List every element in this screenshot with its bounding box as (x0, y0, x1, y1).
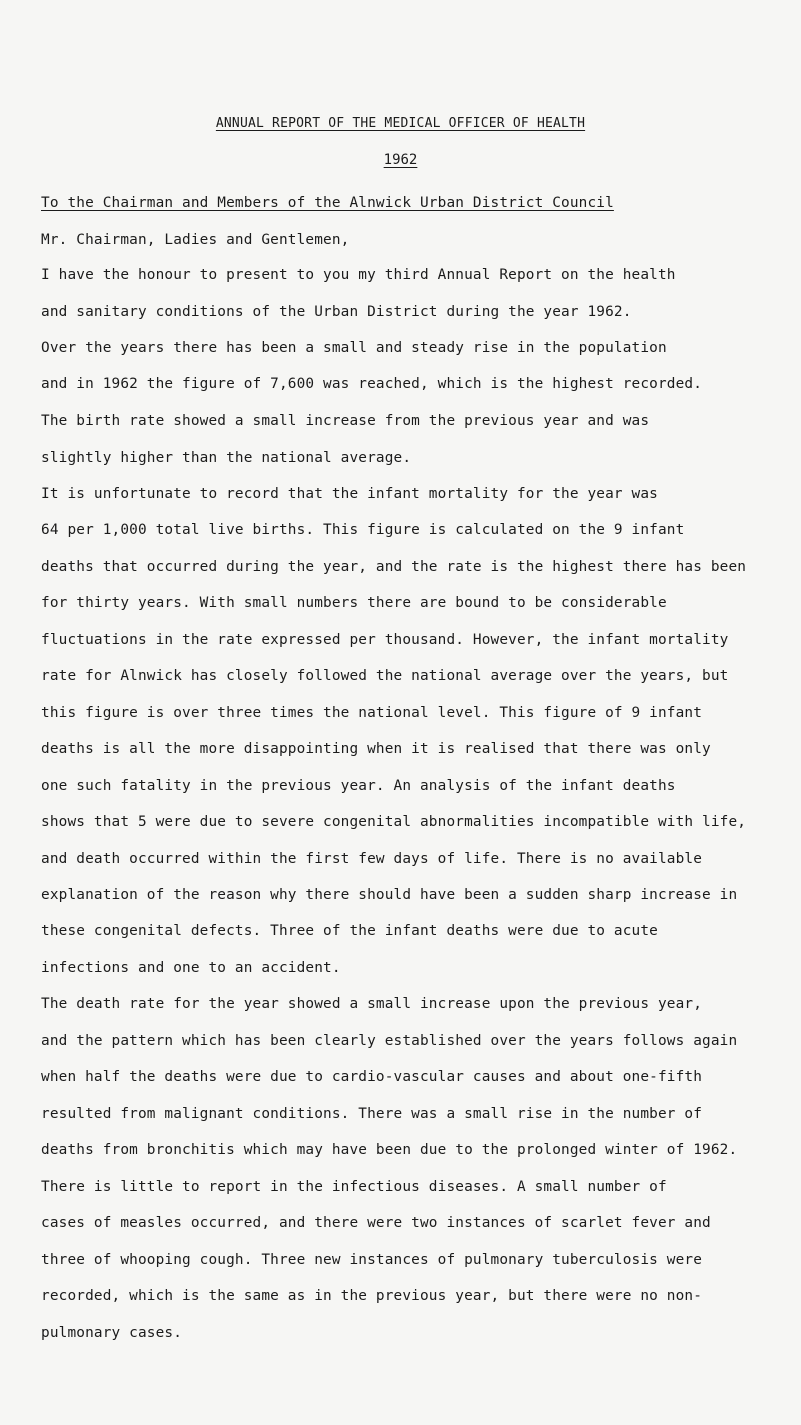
paragraph-line: slightly higher than the national average. (41, 450, 412, 466)
paragraph-line: and death occurred within the first few days of life. There is no available (41, 851, 703, 867)
paragraph-line: deaths is all the more disappointing when it is realised that there was only (41, 741, 711, 757)
paragraph-line: this figure is over three times the national level. This figure of 9 infant (41, 705, 703, 721)
paragraph-line: pulmonary cases. (41, 1325, 183, 1341)
paragraph-line: infections and one to an accident. (41, 960, 341, 976)
paragraph-line: I have the honour to present to you my third Annual Report on the health (41, 267, 676, 283)
paragraph-line: when half the deaths were due to cardio-vascular causes and about one-fifth (41, 1069, 703, 1085)
paragraph-line: explanation of the reason why there should have been a sudden sharp increase in (41, 887, 738, 903)
paragraph-line: 64 per 1,000 total live births. This figure is calculated on the 9 infant (41, 522, 685, 538)
paragraph-line: Over the years there has been a small and steady rise in the population (41, 340, 667, 356)
report-year: 1962 (383, 152, 418, 168)
salutation-line: Mr. Chairman, Ladies and Gentlemen, (41, 232, 350, 248)
paragraph-line: these congenital defects. Three of the infant deaths were due to acute (41, 923, 658, 939)
paragraph-line: There is little to report in the infectious diseases. A small number of (41, 1179, 667, 1195)
paragraph-line: The death rate for the year showed a small increase upon the previous year, (41, 996, 703, 1012)
paragraph-line: and the pattern which has been clearly established over the years follows again (41, 1033, 738, 1049)
paragraph-line: three of whooping cough. Three new instances of pulmonary tuberculosis were (41, 1252, 703, 1268)
paragraph-line: deaths from bronchitis which may have been due to the prolonged winter of 1962. (41, 1142, 738, 1158)
paragraph-line: cases of measles occurred, and there were two instances of scarlet fever and (41, 1215, 711, 1231)
report-title: ANNUAL REPORT OF THE MEDICAL OFFICER OF HEALTH (215, 116, 586, 131)
paragraph-line: fluctuations in the rate expressed per thousand. However, the infant mortality (41, 632, 729, 648)
paragraph-line: for thirty years. With small numbers there are bound to be considerable (41, 595, 667, 611)
addressee-line: To the Chairman and Members of the Alnwick Urban District Council (41, 195, 614, 211)
paragraph-line: and in 1962 the figure of 7,600 was reached, which is the highest recorded. (41, 376, 703, 392)
paragraph-line: one such fatality in the previous year. An analysis of the infant deaths (41, 778, 676, 794)
paragraph-line: shows that 5 were due to severe congenital abnormalities incompatible with life, (41, 814, 747, 830)
paragraph-line: recorded, which is the same as in the previous year, but there were no non- (41, 1288, 703, 1304)
paragraph-line: It is unfortunate to record that the infant mortality for the year was (41, 486, 658, 502)
paragraph-line: rate for Alnwick has closely followed the national average over the years, but (41, 668, 729, 684)
paragraph-line: The birth rate showed a small increase from the previous year and was (41, 413, 650, 429)
paragraph-line: and sanitary conditions of the Urban District during the year 1962. (41, 304, 632, 320)
paragraph-line: resulted from malignant conditions. There was a small rise in the number of (41, 1106, 703, 1122)
paragraph-line: deaths that occurred during the year, and the rate is the highest there has been (41, 559, 747, 575)
